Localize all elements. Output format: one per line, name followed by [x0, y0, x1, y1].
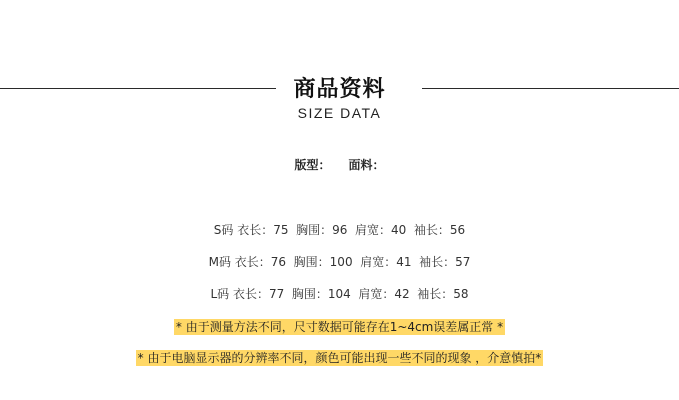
- measurement-note-wrap: [0, 316, 679, 335]
- color-note: * 由于电脑显示器的分辨率不同，颜色可能出现一些不同的现象 ，介意慎拍*: [137, 351, 542, 365]
- page-subtitle: SIZE DATA: [297, 105, 382, 121]
- measurement-note: * 由于测量方法不同，尺寸数据可能存在1~4cm误差属正常 *: [175, 320, 504, 334]
- page-title: 商品资料: [293, 77, 386, 102]
- size-row-m: M码 衣长：76 胸围：100 肩宽：41 袖长：57: [208, 255, 471, 269]
- color-note-wrap: [0, 347, 679, 366]
- size-row-l: L码 衣长：77 胸围：104 肩宽：42 袖长：58: [210, 287, 469, 301]
- product-meta: [0, 156, 679, 173]
- size-row-s: S码 衣长：75 胸围：96 肩宽：40 袖长：56: [213, 223, 466, 237]
- style-label: 版型：: [294, 158, 331, 172]
- fabric-label: 面料：: [348, 158, 385, 172]
